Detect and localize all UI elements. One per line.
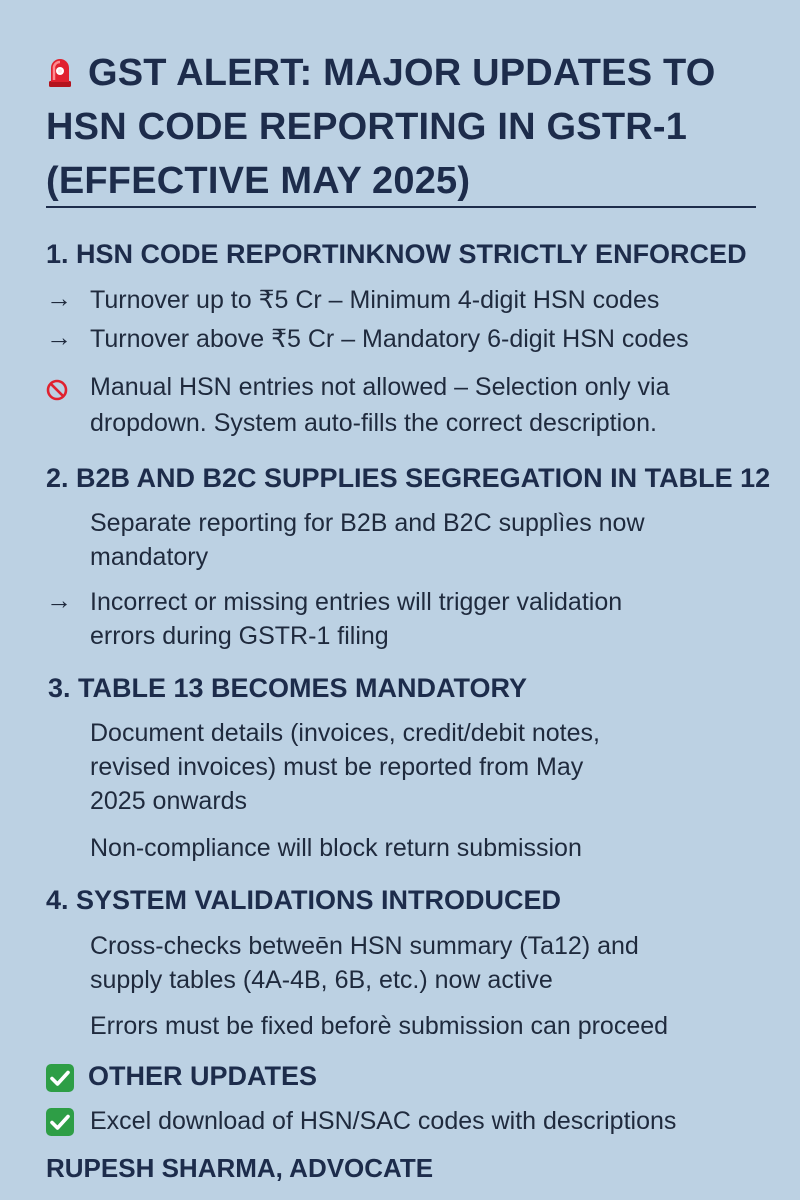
section-2-item-1-line-2: mandatory: [90, 543, 209, 571]
section-3-item-1-line-1: Document details (invoices, credit/debit notes,: [90, 719, 600, 747]
other-updates-item: Excel download of HSN/SAC codes with descriptions: [90, 1107, 677, 1135]
section-2-heading: 2. B2B AND B2C SUPPLIES SEGREGATION IN TABLE 12: [46, 463, 771, 493]
rotating-light-icon: [46, 49, 74, 83]
section-1-item-2: Turnover above ₹5 Cr – Mandatory 6-digit HSN codes: [90, 325, 689, 353]
arrow-icon: →: [46, 322, 72, 352]
section-2-item-2-line-1: Incorrect or missing entries will trigger validation: [90, 588, 623, 616]
arrow-icon: →: [46, 283, 72, 313]
no-entry-icon: [46, 379, 68, 401]
section-3-heading: 3. TABLE 13 BECOMES MANDATORY: [48, 673, 528, 703]
section-3-item-2: Non-compliance will block return submission: [90, 834, 582, 862]
section-4-item-1-line-1: Cross-checks betweēn HSN summary (Ta12) and: [90, 932, 639, 960]
title-line-3: (EFFECTIVE MAY 2025): [46, 160, 471, 202]
arrow-icon: →: [46, 585, 72, 615]
title-line-2: HSN CODE REPORTING IN GSTR-1: [46, 106, 688, 148]
section-4-item-1-line-2: supply tables (4A-4B, 6B, etc.) now active: [90, 966, 553, 994]
section-2-item-1-line-1: Separate reporting for B2B and B2C supplìes now: [90, 509, 645, 537]
check-mark-icon: [46, 1064, 74, 1092]
section-4-item-2: Errors must be fixed beforè submission can proceed: [90, 1012, 669, 1040]
section-2-item-2-line-2: errors during GSTR-1 filing: [90, 622, 389, 650]
title-line-1: [46, 46, 786, 100]
title-text-1: GST ALERT: MAJOR UPDATES TO: [88, 52, 716, 94]
page-title: [46, 46, 786, 208]
other-updates-heading: OTHER UPDATES: [88, 1061, 318, 1091]
section-1-heading: 1. HSN CODE REPORTINKNOW STRICTLY ENFORCED: [46, 239, 747, 269]
title-divider: [46, 206, 756, 208]
section-3-item-1-line-2: revised invoices) must be reported from May: [90, 753, 584, 781]
section-1-note-line-2: dropdown. System auto-fills the correct description.: [90, 409, 657, 437]
section-1-note-line-1: Manual HSN entries not allowed – Selection only via: [90, 373, 670, 401]
section-3-item-1-line-3: 2025 onwards: [90, 787, 248, 815]
check-mark-icon: [46, 1108, 74, 1136]
section-1-item-1: Turnover up to ₹5 Cr – Minimum 4-digit HSN codes: [90, 286, 660, 314]
author-signature: RUPESH SHARMA, ADVOCATE: [46, 1153, 434, 1183]
section-4-heading: 4. SYSTEM VALIDATIONS INTRODUCED: [46, 885, 562, 915]
